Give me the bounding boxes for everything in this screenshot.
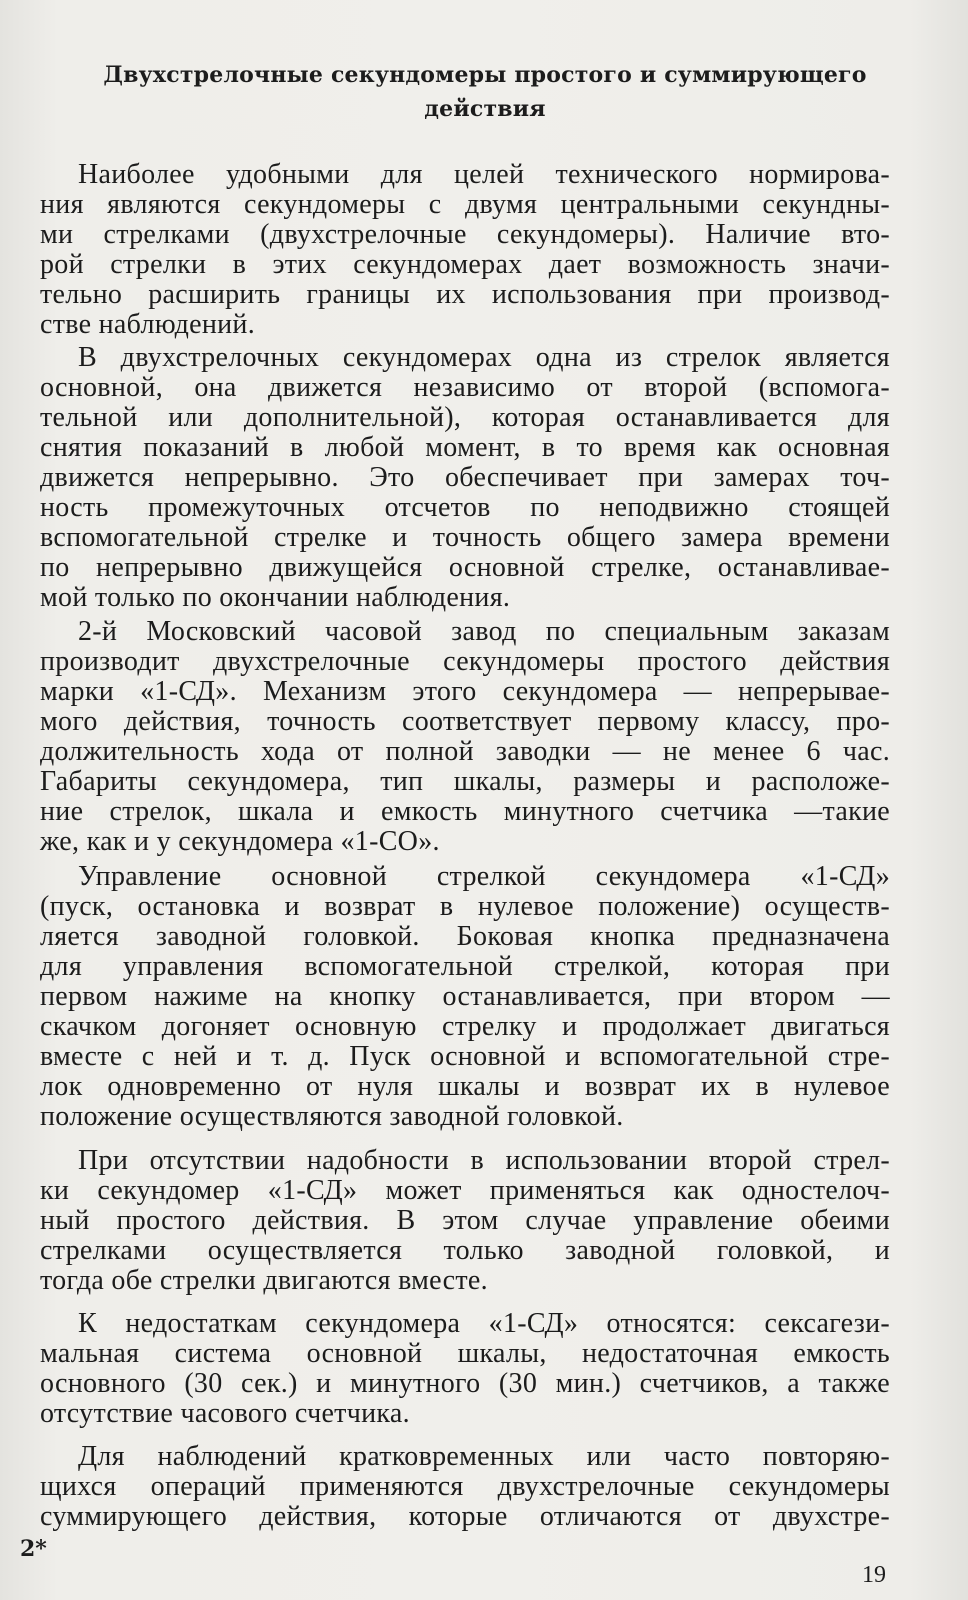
text-line: Управление основной стрелкой секундомера «1-СД» [78, 861, 890, 892]
section-heading-continued: действия [424, 96, 546, 122]
text-line: ми стрелками (двухстрелочные секундомеры). Наличие вто- [40, 219, 890, 250]
text-line: тогда обе стрелки двигаются вместе. [40, 1265, 488, 1296]
text-line: вместе с ней и т. д. Пуск основной и вспомогательной стре- [40, 1041, 890, 1072]
text-line: положение осуществляются заводной головкой. [40, 1101, 624, 1132]
text-line: скачком догоняет основную стрелку и продолжает двигаться [40, 1011, 890, 1042]
text-line: первом нажиме на кнопку останавливается, при втором — [40, 981, 890, 1012]
text-line: ляется заводной головкой. Боковая кнопка предназначена [40, 921, 890, 952]
text-line: по непрерывно движущейся основной стрелке, останавливае- [40, 552, 890, 583]
text-line: должительность хода от полной заводки — не менее 6 час. [40, 736, 890, 767]
text-line: основного (30 сек.) и минутного (30 мин.) счетчиков, а также [40, 1368, 890, 1399]
text-line: ния являются секундомеры с двумя центральными секундны- [40, 189, 890, 220]
text-line: снятия показаний в любой момент, в то время как основная [40, 432, 890, 463]
text-line: мой только по окончании наблюдения. [40, 582, 511, 613]
signature-mark: 2* [20, 1536, 47, 1562]
text-line: тельно расширить границы их использования при производ- [40, 279, 890, 310]
text-line: При отсутствии надобности в использовании второй стрел- [78, 1145, 890, 1176]
text-line: ность промежуточных отсчетов по неподвижно стоящей [40, 492, 890, 523]
text-line: 2-й Московский часовой завод по специальным заказам [78, 616, 890, 647]
text-line: щихся операций применяются двухстрелочные секундомеры [40, 1471, 890, 1502]
text-line: ние стрелок, шкала и емкость минутного счетчика —такие [40, 796, 890, 827]
text-line: рой стрелки в этих секундомерах дает возможность значи- [40, 249, 890, 280]
text-line: вспомогательной стрелке и точность общего замера времени [40, 522, 890, 553]
text-line: же, как и у секундомера «1-СО». [40, 826, 440, 857]
text-line: отсутствие часового счетчика. [40, 1398, 410, 1429]
text-line: В двухстрелочных секундомерах одна из стрелок является [78, 342, 890, 373]
text-line: для управления вспомогательной стрелкой, которая при [40, 951, 890, 982]
section-heading: Двухстрелочные секундомеры простого и суммирующего [103, 62, 867, 88]
text-line: стве наблюдений. [40, 309, 256, 340]
text-line: лок одновременно от нуля шкалы и возврат их в нулевое [40, 1071, 890, 1102]
text-line: тельной или дополнительной), которая останавливается для [40, 402, 890, 433]
text-line: производит двухстрелочные секундомеры простого действия [40, 646, 890, 677]
text-line: Габариты секундомера, тип шкалы, размеры и расположе- [40, 766, 890, 797]
text-line: мого действия, точность соответствует первому классу, про- [40, 706, 890, 737]
text-line: суммирующего действия, которые отличаются от двухстре- [40, 1501, 890, 1532]
text-line: Для наблюдений кратковременных или часто повторяю- [78, 1441, 890, 1472]
text-line: Наиболее удобными для целей технического нормирова- [78, 159, 890, 190]
text-line: (пуск, остановка и возврат в нулевое положение) осуществ- [40, 891, 890, 922]
text-line: ки секундомер «1-СД» может применяться как одностелоч- [40, 1175, 890, 1206]
text-line: К недостаткам секундомера «1-СД» относятся: сексагези- [78, 1308, 890, 1339]
page-number: 19 [862, 1562, 886, 1588]
text-line: ный простого действия. В этом случае управление обеими [40, 1205, 890, 1236]
text-line: мальная система основной шкалы, недостаточная емкость [40, 1338, 890, 1369]
text-line: основной, она движется независимо от второй (вспомога- [40, 372, 890, 403]
text-line: движется непрерывно. Это обеспечивает при замерах точ- [40, 462, 890, 493]
text-line: стрелками осуществляется только заводной головкой, и [40, 1235, 890, 1266]
text-line: марки «1-СД». Механизм этого секундомера — непрерывае- [40, 676, 890, 707]
